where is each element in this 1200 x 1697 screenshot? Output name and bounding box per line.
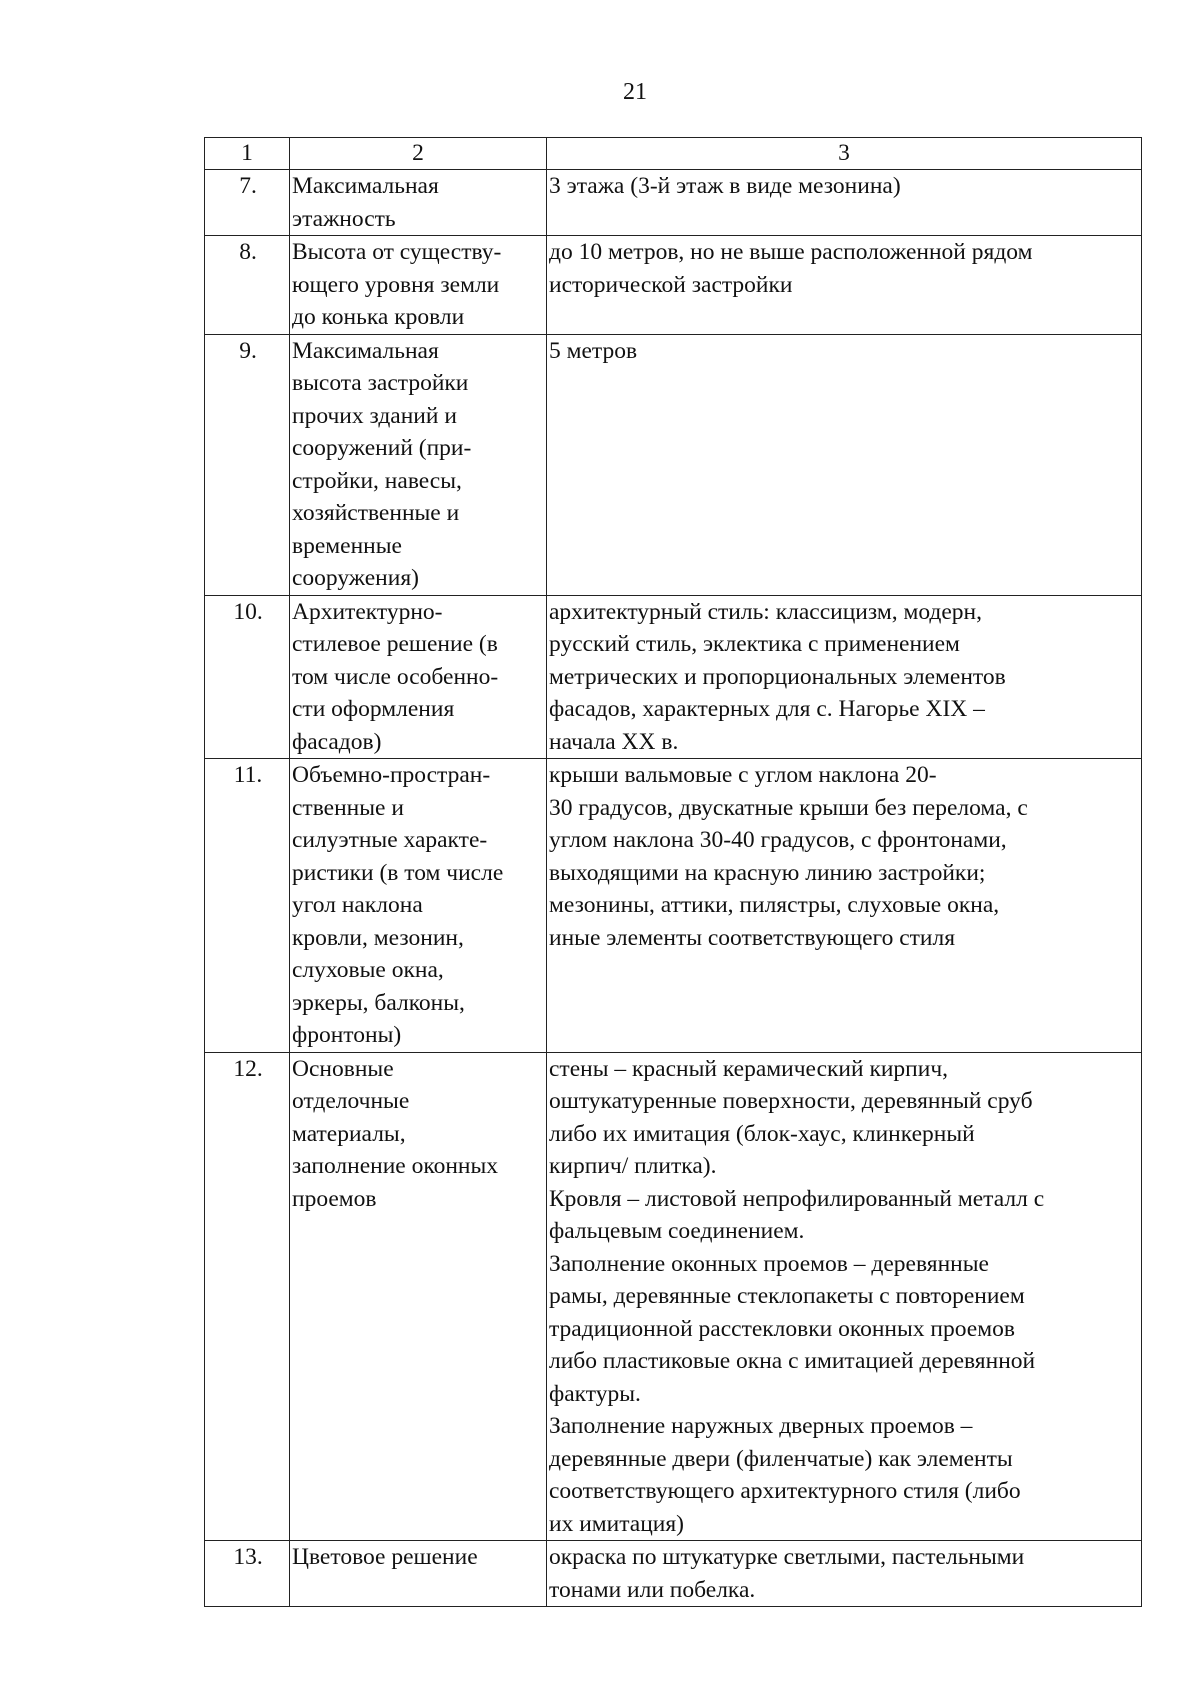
- parameter-name: Высота от существу- ющего уровня земли до конька кровли: [290, 236, 547, 335]
- regulations-table: [204, 137, 1142, 1607]
- page-number: 21: [623, 79, 647, 105]
- parameter-name: Архитектурно- стилевое решение (в том числе особенно- сти оформления фасадов): [290, 595, 547, 759]
- parameter-value: крыши вальмовые с углом наклона 20- 30 градусов, двускатные крыши без перелома, с углом наклона 30-40 градусов, с фронтонами, выходящими на красную линию застройки; мезонины, аттики, пилястры, слуховые окна, иные элементы соответствующего стиля: [547, 759, 1142, 1053]
- parameter-name: Максимальная высота застройки прочих зданий и сооружений (при- стройки, навесы, хозяйственные и временные сооружения): [290, 334, 547, 595]
- parameter-name: Основные отделочные материалы, заполнение оконных проемов: [290, 1052, 547, 1541]
- row-number: 8.: [205, 236, 290, 335]
- row-number: 7.: [205, 170, 290, 236]
- parameter-name: Объемно-простран- ственные и силуэтные характе- ристики (в том числе угол наклона кровли, мезонин, слуховые окна, эркеры, балконы, фронтоны): [290, 759, 547, 1053]
- row-number: 11.: [205, 759, 290, 1053]
- row-number: 12.: [205, 1052, 290, 1541]
- column-number-3: 3: [547, 138, 1142, 170]
- column-number-1: 1: [205, 138, 290, 170]
- table-row: [205, 759, 1142, 1053]
- row-number: 13.: [205, 1541, 290, 1607]
- parameter-value: стены – красный керамический кирпич, оштукатуренные поверхности, деревянный сруб либо их имитация (блок-хаус, клинкерный кирпич/ плитка). Кровля – листовой непрофилированный металл с фальцевым соединением. Заполнение оконных проемов – деревянные рамы, деревянные стеклопакеты с повторением традиционной расстекловки оконных проемов либо пластиковые окна с имитацией деревянной фактуры. Заполнение наружных дверных проемов – деревянные двери (филенчатые) как элементы соответствующего архитектурного стиля (либо их имитация): [547, 1052, 1142, 1541]
- table-row: [205, 334, 1142, 595]
- parameter-value: архитектурный стиль: классицизм, модерн, русский стиль, эклектика с применением метрических и пропорциональных элементов фасадов, характерных для с. Нагорье XIX – начала XX в.: [547, 595, 1142, 759]
- column-number-2: 2: [290, 138, 547, 170]
- table-row: [205, 1052, 1142, 1541]
- parameter-value: 3 этажа (3-й этаж в виде мезонина): [547, 170, 1142, 236]
- table-row: [205, 170, 1142, 236]
- table-header-row: [205, 138, 1142, 170]
- parameter-name: Максимальная этажность: [290, 170, 547, 236]
- table-row: [205, 236, 1142, 335]
- parameter-value: 5 метров: [547, 334, 1142, 595]
- parameter-value: окраска по штукатурке светлыми, пастельными тонами или побелка.: [547, 1541, 1142, 1607]
- table-row: [205, 1541, 1142, 1607]
- row-number: 10.: [205, 595, 290, 759]
- parameter-name: Цветовое решение: [290, 1541, 547, 1607]
- row-number: 9.: [205, 334, 290, 595]
- parameter-value: до 10 метров, но не выше расположенной рядом исторической застройки: [547, 236, 1142, 335]
- table-row: [205, 595, 1142, 759]
